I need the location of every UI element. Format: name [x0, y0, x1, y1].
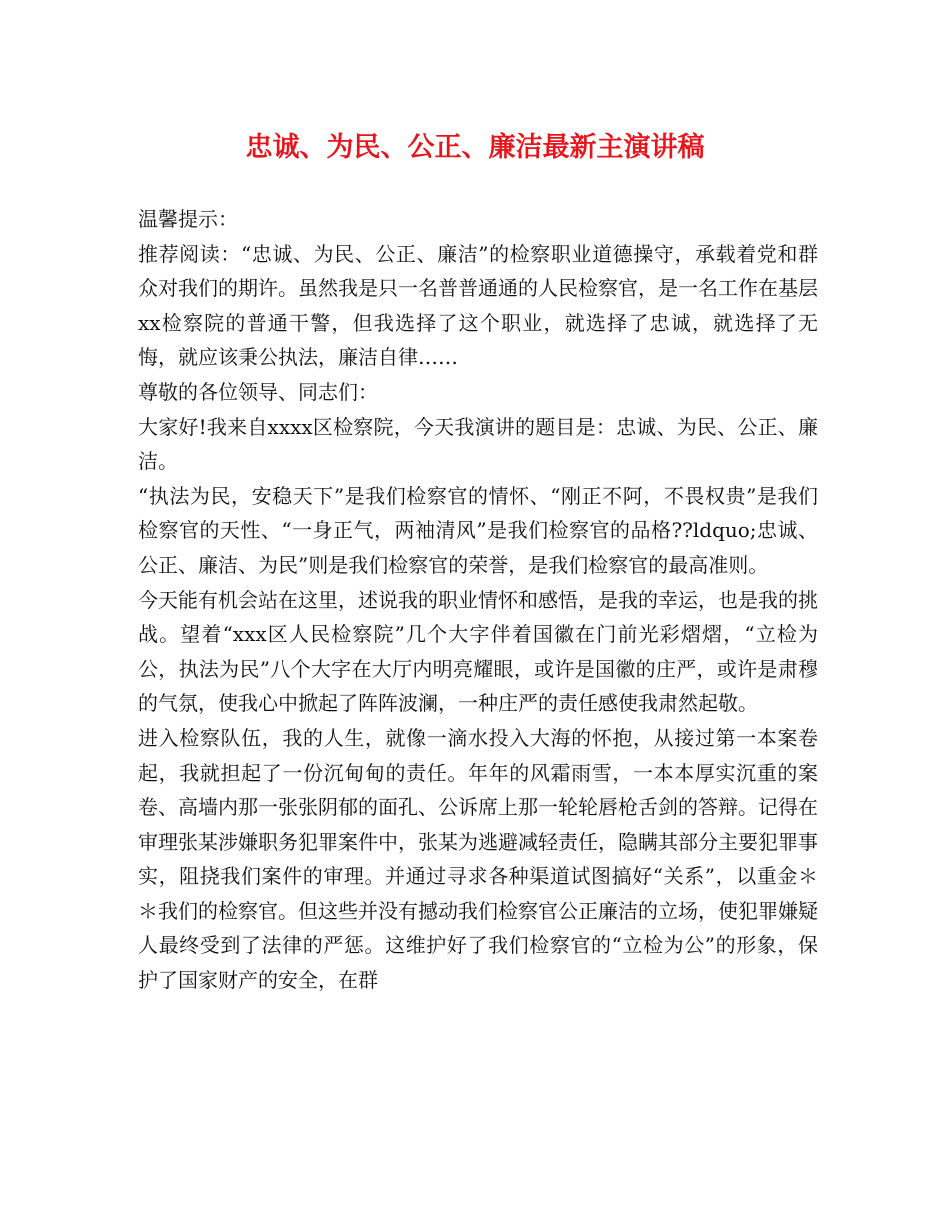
paragraph-career: 进入检察队伍，我的人生，就像一滴水投入大海的怀抱，从接过第一本案卷起，我就担起了一份沉甸甸的责任。年年的风霜雨雪，一本本厚实沉重的案卷、高墙内那一张张阴郁的面孔、公诉席上那一轮轮唇枪舌剑的答辩。记得在审理张某涉嫌职务犯罪案件中，张某为逃避减轻责任，隐瞒其部分主要犯罪事实，阻挠我们案件的审理。并通过寻求各种渠道试图搞好“关系”，以重金＊＊我们的检察官。但这些并没有撼动我们检察官公正廉洁的立场，使犯罪嫌疑人最终受到了法律的严惩。这维护好了我们检察官的“立检为公”的形象，保护了国家财产的安全，在群	[138, 725, 818, 993]
paragraph-salutation: 尊敬的各位领导、同志们：	[138, 379, 378, 404]
paragraph-opportunity: 今天能有机会站在这里，述说我的职业情怀和感悟，是我的幸运，也是我的挑战。望着“xxx区人民检察院”几个大字伴着国徽在门前光彩熠熠，“立检为公，执法为民”八个大字在大厅内明亮耀眼，或许是国徽的庄严，或许是肃穆的气氛，使我心中掀起了阵阵波澜，一种庄严的责任感使我肃然起敬。	[138, 587, 818, 716]
paragraph-recommended-reading: 推荐阅读：“忠诚、为民、公正、廉洁”的检察职业道德操守，承载着党和群众对我们的期许。虽然我是只一名普普通通的人民检察官，是一名工作在基层xx检察院的普通干警，但我选择了这个职业，就选择了忠诚，就选择了无悔，就应该秉公执法，廉洁自律……	[138, 241, 818, 370]
document-title: 忠诚、为民、公正、廉洁最新主演讲稿	[245, 132, 705, 163]
paragraph-reminder: 温馨提示：	[138, 207, 238, 231]
document-body	[138, 202, 818, 998]
paragraph-prosecutor-values: “执法为民，安稳天下”是我们检察官的情怀、“刚正不阿，不畏权贵”是我们检察官的天性、“一身正气，两袖清风”是我们检察官的品格??ldquo;忠诚、公正、廉洁、为民”则是我们检察官的荣誉，是我们检察官的最高准则。	[138, 483, 818, 577]
paragraph-greeting: 大家好!我来自xxxx区检察院，今天我演讲的题目是：忠诚、为民、公正、廉洁。	[138, 414, 818, 474]
